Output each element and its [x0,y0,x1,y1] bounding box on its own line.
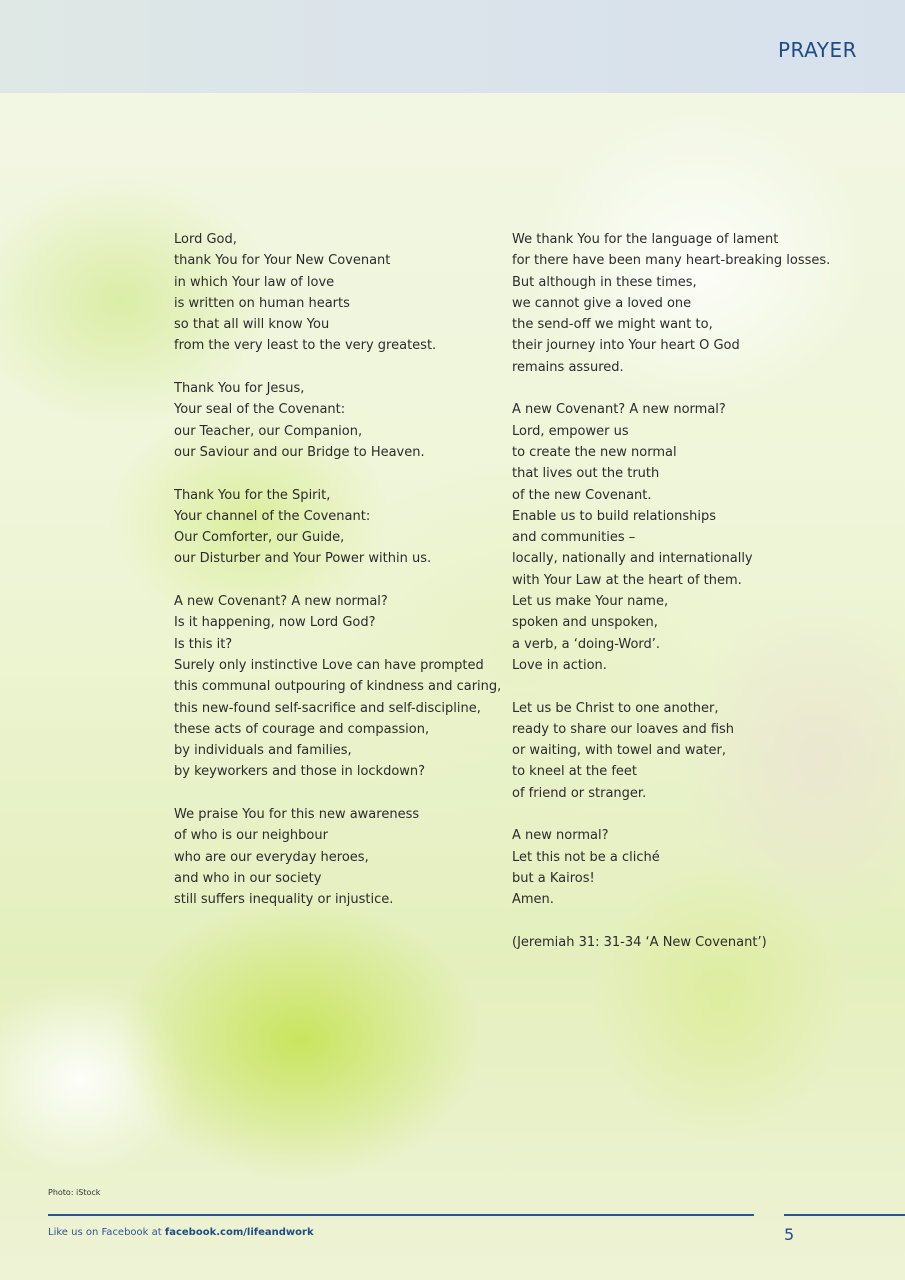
page-number: 5 [784,1225,795,1244]
poem-line: and communities – [512,530,636,546]
section-title: PRAYER [777,38,857,62]
poem-line: from the very least to the very greatest. [174,338,437,354]
poem-line: this communal outpouring of kindness and caring, [174,679,502,695]
poem-line: our Disturber and Your Power within us. [174,551,432,567]
poem-line: with Your Law at the heart of them. [512,572,742,588]
poem-line: Love in action. [512,657,607,673]
poem-line: A new normal? [512,828,609,844]
poem-line: by individuals and families, [174,743,352,759]
poem-line: Lord God, [174,232,237,247]
poem-line: Thank You for the Spirit, [174,487,331,503]
poem-line: spoken and unspoken, [512,615,658,631]
poem-line: Let us make Your name, [512,594,669,610]
poem-line: our Saviour and our Bridge to Heaven. [174,444,425,460]
poem-stanza [174,591,502,783]
facebook-link[interactable]: facebook.com/lifeandwork [164,1227,314,1238]
poem-line: by keyworkers and those in lockdown? [174,764,426,780]
poem-line: thank You for Your New Covenant [174,253,391,269]
poem-line: Enable us to build relationships [512,508,717,524]
footer-text: Like us on Facebook at [48,1227,165,1238]
poem-left-column [174,229,502,932]
poem-stanza [174,229,494,357]
poem-stanza [512,229,852,378]
poem-line: A new Covenant? A new normal? [512,402,726,418]
poem-line: remains assured. [512,359,624,375]
poem-line: locally, nationally and internationally [512,551,753,567]
footer-rule-right [784,1214,905,1216]
poem-line: Amen. [512,892,554,908]
poem-stanza [512,698,852,804]
photo-credit: Photo: iStock [48,1188,101,1197]
poem-line: this new-found self-sacrifice and self-discipline, [174,700,481,716]
poem-line: so that all will know You [174,317,330,333]
poem-line: in which Your law of love [174,274,335,290]
poem-line: Our Comforter, our Guide, [174,530,345,546]
poem-line: to kneel at the feet [512,764,638,780]
poem-line: Surely only instinctive Love can have prompted [174,657,484,673]
poem-line: Let this not be a cliché [512,849,660,865]
poem-line: the send-off we might want to, [512,317,713,333]
poem-line: that lives out the truth [512,466,660,482]
poem-line: Your channel of the Covenant: [174,508,371,524]
poem-line: of who is our neighbour [174,828,328,844]
poem-right-column [512,229,852,974]
poem-line: still suffers inequality or injustice. [174,892,394,908]
poem-line: to create the new normal [512,444,677,460]
poem-line: But although in these times, [512,274,697,290]
poem-line: these acts of courage and compassion, [174,721,430,737]
poem-line: of friend or stranger. [512,785,647,801]
poem-stanza [512,399,852,676]
poem-line: or waiting, with towel and water, [512,743,727,759]
poem-line: who are our everyday heroes, [174,849,369,865]
poem-stanza [512,932,852,953]
poem-line: and who in our society [174,870,322,886]
poem-line: we cannot give a loved one [512,295,692,311]
poem-line: a verb, a ‘doing-Word’. [512,636,661,652]
header-band [0,0,905,93]
poem-line: ready to share our loaves and fish [512,721,735,737]
poem-line: for there have been many heart-breaking losses. [512,253,831,269]
poem-stanza [174,378,494,463]
poem-line: but a Kairos! [512,870,595,886]
poem-line: Thank You for Jesus, [174,381,305,397]
poem-line: is written on human hearts [174,295,350,311]
poem-stanza [174,804,494,910]
poem-line: Your seal of the Covenant: [174,402,346,418]
footer-facebook-note [48,1227,314,1238]
poem-stanza [512,825,852,910]
poem-line: A new Covenant? A new normal? [174,594,388,610]
poem-stanza [174,485,494,570]
poem-line: of the new Covenant. [512,487,652,503]
poem-line: (Jeremiah 31: 31-34 ‘A New Covenant’) [512,934,767,950]
poem-line: our Teacher, our Companion, [174,423,363,439]
poem-line: Let us be Christ to one another, [512,700,719,716]
poem-line: Is this it? [174,636,233,652]
poem-line: We praise You for this new awareness [174,807,420,823]
footer-rule [48,1214,754,1216]
poem-line: Is it happening, now Lord God? [174,615,376,631]
poem-line: their journey into Your heart O God [512,338,740,354]
poem-line: We thank You for the language of lament [512,232,779,247]
poem-line: Lord, empower us [512,423,629,439]
